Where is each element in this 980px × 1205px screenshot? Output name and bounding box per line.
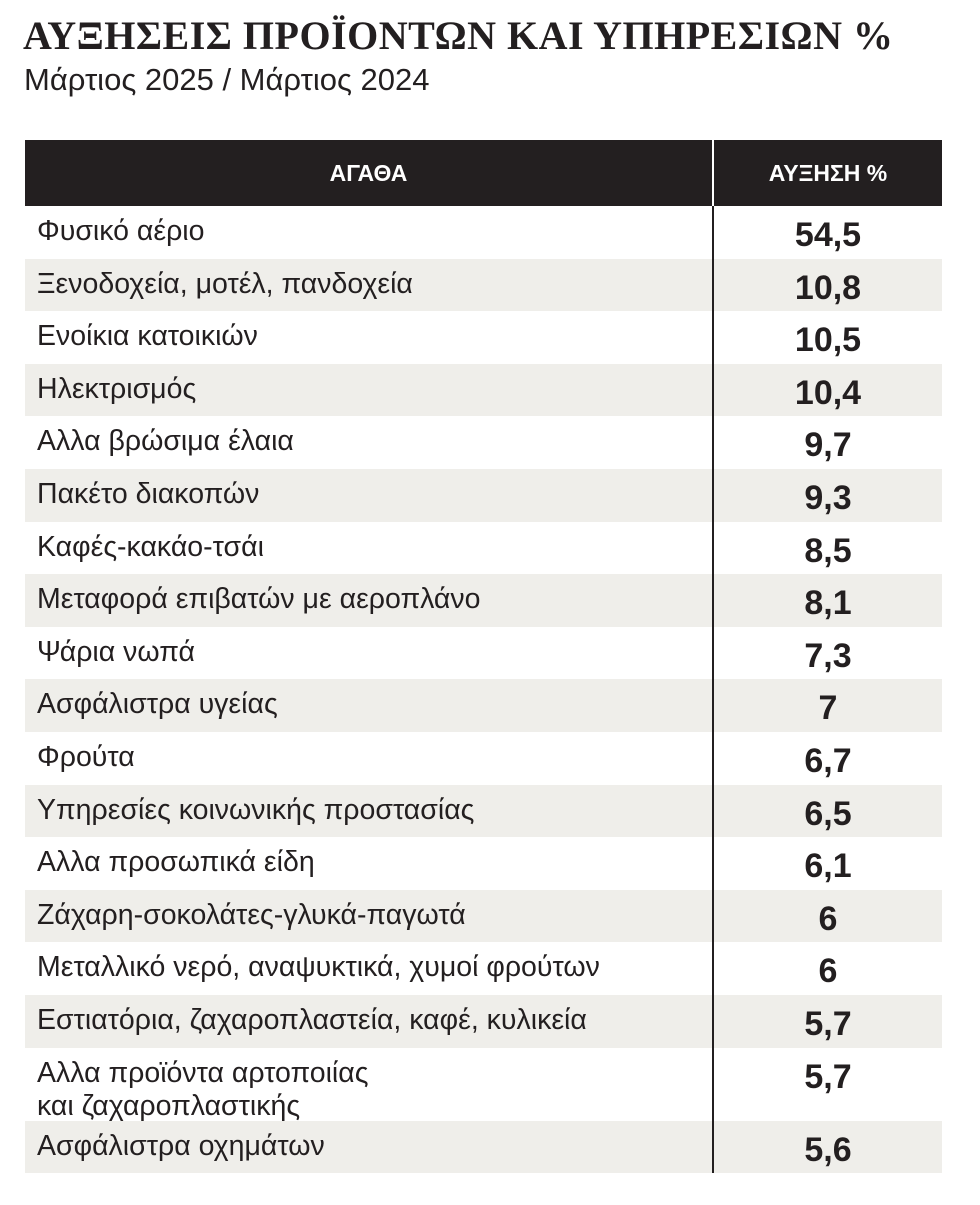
increase-cell: 9,7 xyxy=(804,426,852,465)
table-row xyxy=(25,311,942,364)
column-header-increase: ΑΥΞΗΣΗ % xyxy=(768,159,888,186)
table-row xyxy=(25,890,942,943)
table-row xyxy=(25,259,942,312)
table-row xyxy=(25,1048,942,1121)
increase-cell: 8,1 xyxy=(804,584,852,623)
goods-cell: Ασφάλιστρα οχημάτων xyxy=(25,1121,714,1174)
goods-cell: Υπηρεσίες κοινωνικής προστασίας xyxy=(25,785,714,838)
increase-cell: 54,5 xyxy=(794,216,862,254)
increase-cell: 7,3 xyxy=(804,636,852,675)
goods-cell xyxy=(25,1048,714,1121)
table-row xyxy=(25,942,942,995)
increase-cell: 6 xyxy=(818,952,838,991)
goods-cell: Πακέτο διακοπών xyxy=(25,469,714,522)
table-row xyxy=(25,469,942,522)
table-row xyxy=(25,206,942,259)
table-row xyxy=(25,574,942,627)
increase-cell: 6,5 xyxy=(804,794,852,833)
goods-cell: Ψάρια νωπά xyxy=(25,627,714,680)
table-row xyxy=(25,732,942,785)
increase-cell: 8,5 xyxy=(804,531,852,570)
increase-cell: 10,8 xyxy=(794,268,862,307)
goods-cell: Ασφάλιστρα υγείας xyxy=(25,679,714,732)
goods-cell: Εστιατόρια, ζαχαροπλαστεία, καφέ, κυλικεία xyxy=(25,995,714,1048)
goods-cell-line: Αλλα προϊόντα αρτοποιίας xyxy=(37,1056,369,1089)
goods-cell: Αλλα βρώσιμα έλαια xyxy=(25,416,714,469)
table-row xyxy=(25,837,942,890)
table-row xyxy=(25,995,942,1048)
table-row xyxy=(25,1121,942,1174)
goods-cell-line: και ζαχαροπλαστικής xyxy=(37,1089,301,1122)
table-row xyxy=(25,627,942,680)
goods-cell: Ξενοδοχεία, μοτέλ, πανδοχεία xyxy=(25,259,714,312)
goods-cell: Ζάχαρη-σοκολάτες-γλυκά-παγωτά xyxy=(25,890,714,943)
goods-cell: Ηλεκτρισμός xyxy=(25,364,714,417)
increase-cell: 10,4 xyxy=(794,373,862,412)
increase-cell: 7 xyxy=(818,689,838,728)
table-row xyxy=(25,364,942,417)
goods-cell: Μεταλλικό νερό, αναψυκτικά, χυμοί φρούτων xyxy=(25,942,714,995)
increase-cell: 10,5 xyxy=(794,321,862,360)
goods-cell: Καφές-κακάο-τσάι xyxy=(25,522,714,575)
goods-cell: Ενοίκια κατοικιών xyxy=(25,311,714,364)
increase-cell: 5,6 xyxy=(804,1130,852,1169)
goods-cell: Μεταφορά επιβατών με αεροπλάνο xyxy=(25,574,714,627)
increase-cell: 6,1 xyxy=(804,847,852,886)
increase-cell: 9,3 xyxy=(804,478,852,517)
increase-cell: 5,7 xyxy=(804,1004,852,1043)
table-row xyxy=(25,679,942,732)
page-subtitle: Μάρτιος 2025 / Μάρτιος 2024 xyxy=(24,62,430,97)
increase-cell: 6 xyxy=(818,899,838,938)
table-row xyxy=(25,416,942,469)
page-title: ΑΥΞΗΣΕΙΣ ΠΡΟΪΟΝΤΩΝ ΚΑΙ ΥΠΗΡΕΣΙΩΝ % xyxy=(23,13,894,58)
table-row xyxy=(25,522,942,575)
goods-cell: Αλλα προσωπικά είδη xyxy=(25,837,714,890)
table-row xyxy=(25,785,942,838)
increase-cell: 6,7 xyxy=(804,741,852,780)
table-header xyxy=(25,140,942,206)
price-increase-table xyxy=(25,140,942,1173)
goods-cell: Φυσικό αέριο xyxy=(25,206,714,259)
increase-cell: 5,7 xyxy=(804,1057,852,1096)
column-header-goods: ΑΓΑΘΑ xyxy=(25,140,714,206)
goods-cell: Φρούτα xyxy=(25,732,714,785)
